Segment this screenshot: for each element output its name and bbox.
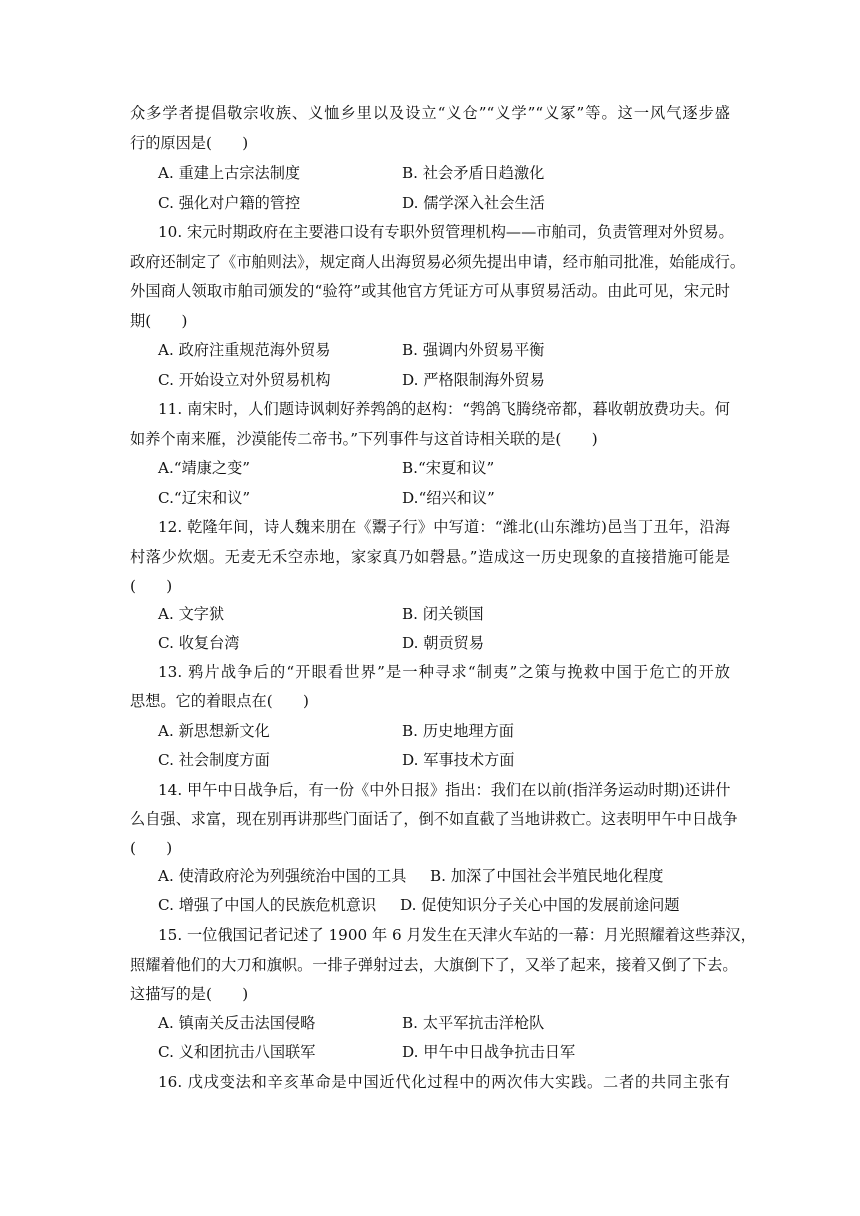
option-a: A.“靖康之变” — [158, 459, 251, 477]
option-d: D. 甲午中日战争抗击日军 — [402, 1043, 576, 1061]
q14-stem-line: ( ) — [130, 839, 173, 857]
option-d: D. 军事技术方面 — [402, 751, 515, 769]
q15-stem-line: 15. 一位俄国记者记述了 1900 年 6 月发生在天津火车站的一幕：月光照耀着这些莽汉， — [158, 926, 756, 944]
option-b: B. 加深了中国社会半殖民地化程度 — [430, 867, 664, 885]
intro-stem-line: 行的原因是( ) — [130, 134, 249, 152]
q13-stem-line: 13. 鸦片战争后的“开眼看世界”是一种寻求“制夷”之策与挽救中国于危亡的开放 — [158, 663, 730, 681]
option-a: A. 使清政府沦为列强统治中国的工具 — [158, 867, 407, 885]
option-b: B. 闭关锁国 — [402, 605, 484, 623]
option-b: B. 强调内外贸易平衡 — [402, 341, 545, 359]
option-a: A. 新思想新文化 — [158, 722, 270, 740]
option-a: A. 政府注重规范海外贸易 — [158, 341, 331, 359]
q15-stem-line: 照耀着他们的大刀和旗帜。一排子弹射过去，大旗倒下了，又举了起来，接着又倒了下去。 — [130, 956, 738, 974]
q10-stem-line: 期( ) — [130, 312, 188, 330]
intro-stem-line: 众多学者提倡敬宗收族、义恤乡里以及设立“义仓”“义学”“义冢”等。这一风气逐步盛 — [130, 104, 730, 122]
q14-stem-line: 14. 甲午中日战争后，有一份《中外日报》指出：我们在以前(指洋务运动时期)还讲什 — [158, 781, 731, 799]
q12-stem-line: 村落少炊烟。无麦无禾空赤地，家家真乃如磬悬。”造成这一历史现象的直接措施可能是 — [130, 548, 730, 566]
option-b: B.“宋夏和议” — [402, 459, 495, 477]
option-b: B. 太平军抗击洋枪队 — [402, 1014, 545, 1032]
q13-stem-line: 思想。它的着眼点在( ) — [130, 692, 309, 710]
q10-stem-line: 外国商人领取市舶司颁发的“验符”或其他官方凭证方可从事贸易活动。由此可见，宋元时 — [130, 282, 730, 300]
q11-stem-line: 11. 南宋时，人们题诗讽刺好养鹁鸽的赵构：“鹁鸽飞腾绕帝都，暮收朝放费功夫。何 — [158, 400, 730, 418]
option-b: B. 历史地理方面 — [402, 722, 514, 740]
q14-stem-line: 么自强、求富，现在别再讲那些门面话了，倒不如直截了当地讲救亡。这表明甲午中日战争 — [130, 810, 738, 828]
option-a: A. 镇南关反击法国侵略 — [158, 1014, 316, 1032]
q10-stem-line: 10. 宋元时期政府在主要港口设有专职外贸管理机构——市舶司，负责管理对外贸易。 — [158, 223, 734, 241]
option-d: D.“绍兴和议” — [402, 489, 495, 507]
option-c: C. 开始设立对外贸易机构 — [158, 371, 331, 389]
option-c: C. 增强了中国人的民族危机意识 — [158, 896, 377, 914]
q10-stem-line: 政府还制定了《市舶则法》，规定商人出海贸易必须先提出申请，经市舶司批准，始能成行。 — [130, 253, 746, 271]
option-d: D. 儒学深入社会生活 — [402, 194, 545, 212]
q11-stem-line: 如养个南来雁，沙漠能传二帝书。”下列事件与这首诗相关联的是( ) — [130, 430, 598, 448]
q16-stem-line: 16. 戊戌变法和辛亥革命是中国近代化过程中的两次伟大实践。二者的共同主张有 — [158, 1073, 730, 1091]
option-c: C.“辽宋和议” — [158, 489, 251, 507]
q15-stem-line: 这描写的是( ) — [130, 985, 249, 1003]
q12-stem-line: ( ) — [130, 577, 173, 595]
option-d: D. 朝贡贸易 — [402, 634, 485, 652]
option-a: A. 重建上古宗法制度 — [158, 164, 301, 182]
option-a: A. 文字狱 — [158, 605, 225, 623]
option-c: C. 收复台湾 — [158, 634, 240, 652]
q12-stem-line: 12. 乾隆年间，诗人魏来朋在《鬻子行》中写道：“潍北(山东潍坊)邑当丁丑年，沿海 — [158, 518, 730, 536]
option-d: D. 促使知识分子关心中国的发展前途问题 — [400, 896, 680, 914]
option-c: C. 义和团抗击八国联军 — [158, 1043, 316, 1061]
option-c: C. 社会制度方面 — [158, 751, 270, 769]
option-d: D. 严格限制海外贸易 — [402, 371, 545, 389]
option-b: B. 社会矛盾日趋激化 — [402, 164, 545, 182]
option-c: C. 强化对户籍的管控 — [158, 194, 301, 212]
